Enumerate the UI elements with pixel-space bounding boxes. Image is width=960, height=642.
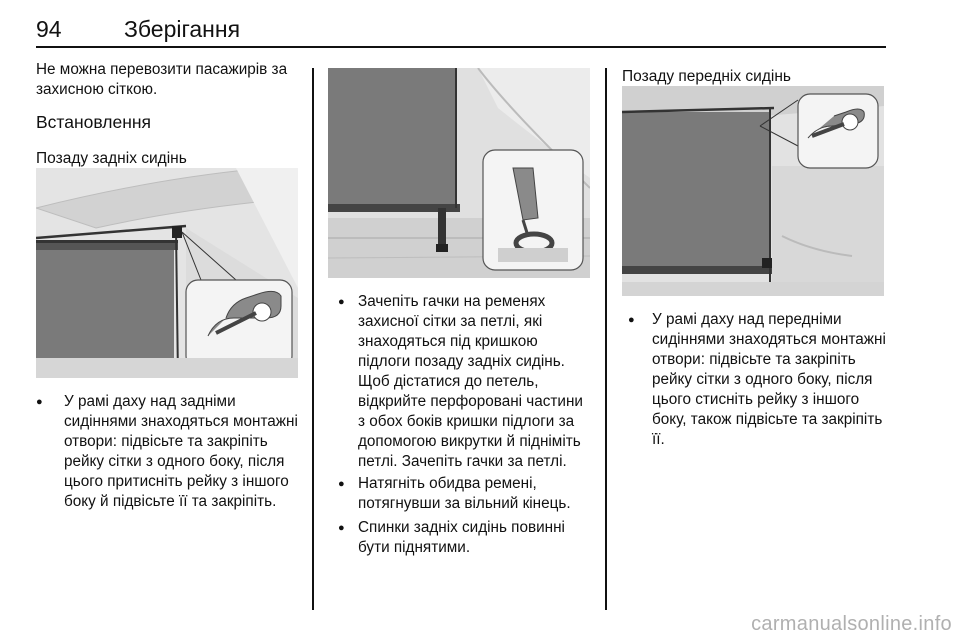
intro-text: Не можна перевозити пасажирів за захисною сіткою. xyxy=(36,61,288,98)
bullet-marker: ● xyxy=(338,478,345,490)
col2-bullet-1-text: Зачепіть гачки на ременях захисної сітки за петлі, які знаходяться під кришкою підлоги позаду задніх сидінь. Щоб дістатися до петель, відкрийте перфоровані частини з обох боків кришки підлоги за допомогою викрутки й підніміть петлі. Зачепіть гачки за петлі. xyxy=(358,293,583,470)
col1-bullet-text: У рамі даху над задніми сидіннями знаходяться монтажні отвори: підвісьте та закріпіть рейку сітки з одного боку, після цього притисніть рейку з іншого боку й підвісьте її та закріпіть. xyxy=(64,393,298,510)
column-divider-right xyxy=(605,68,607,610)
header-rule xyxy=(36,46,886,48)
front-seat-net-figure xyxy=(622,86,884,296)
section-title: Зберігання xyxy=(124,16,241,42)
bullet-marker: ● xyxy=(36,396,43,408)
page-number: 94 xyxy=(36,16,62,42)
bullet-marker: ● xyxy=(628,314,635,326)
floor-loop-figure xyxy=(328,68,590,278)
installation-heading: Встановлення xyxy=(36,112,152,132)
bullet-marker: ● xyxy=(338,522,345,534)
col2-bullet-3-text: Спинки задніх сидінь повинні бути піднятими. xyxy=(358,519,565,556)
rear-seats-subheading: Позаду задніх сидінь xyxy=(36,150,187,167)
bullet-marker: ● xyxy=(338,296,345,308)
col3-bullet-text: У рамі даху над передніми сидіннями знаходяться монтажні отвори: підвісьте та закріпіть рейку сітки з одного боку, після цього стисніть рейку з іншого боку, також підвісьте та закріпіть її. xyxy=(652,311,886,448)
column-divider-left xyxy=(312,68,314,610)
watermark-text: carmanualsonline.info xyxy=(751,613,952,635)
col2-bullet-2-text: Натягніть обидва ремені, потягнувши за вільний кінець. xyxy=(358,475,571,512)
front-seats-subheading: Позаду передніх сидінь xyxy=(622,68,791,85)
rear-seat-net-figure xyxy=(36,168,298,378)
